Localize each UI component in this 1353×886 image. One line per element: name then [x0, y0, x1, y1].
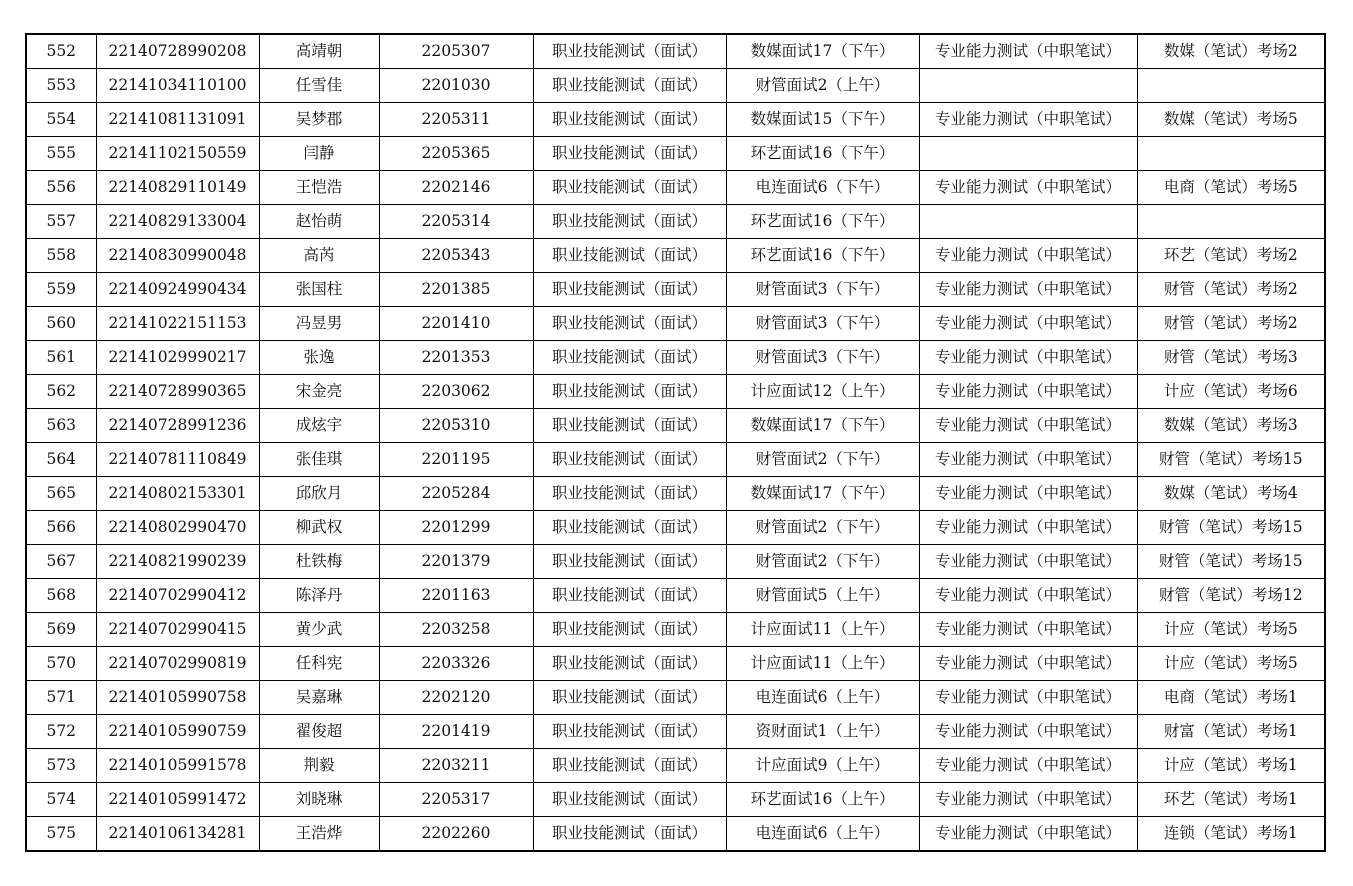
row-index-cell: 560 — [26, 307, 96, 341]
candidate-name-cell: 王恺浩 — [259, 171, 379, 205]
table-row — [26, 273, 1325, 307]
candidate-code-cell: 2201163 — [379, 579, 533, 613]
candidate-name-cell: 吴梦郡 — [259, 103, 379, 137]
interview-session-cell: 财管面试5（上午） — [726, 579, 919, 613]
written-exam-room-cell: 数媒（笔试）考场3 — [1137, 409, 1325, 443]
ticket-number-cell: 22140728991236 — [96, 409, 259, 443]
ticket-number-cell: 22140105991472 — [96, 783, 259, 817]
table-row — [26, 307, 1325, 341]
ability-test-cell: 专业能力测试（中职笔试） — [919, 171, 1137, 205]
ability-test-cell: 专业能力测试（中职笔试） — [919, 613, 1137, 647]
skill-test-cell: 职业技能测试（面试） — [533, 545, 726, 579]
candidate-name-cell: 闫静 — [259, 137, 379, 171]
row-index-cell: 573 — [26, 749, 96, 783]
interview-session-cell: 电连面试6（下午） — [726, 171, 919, 205]
written-exam-room-cell: 财管（笔试）考场15 — [1137, 443, 1325, 477]
written-exam-room-cell: 财富（笔试）考场1 — [1137, 715, 1325, 749]
candidate-code-cell: 2201410 — [379, 307, 533, 341]
interview-session-cell: 财管面试3（下午） — [726, 341, 919, 375]
candidate-code-cell: 2203062 — [379, 375, 533, 409]
ticket-number-cell: 22140830990048 — [96, 239, 259, 273]
row-index-cell: 572 — [26, 715, 96, 749]
candidate-name-cell: 张逸 — [259, 341, 379, 375]
written-exam-room-cell: 数媒（笔试）考场4 — [1137, 477, 1325, 511]
written-exam-room-cell: 环艺（笔试）考场1 — [1137, 783, 1325, 817]
ability-test-cell: 专业能力测试（中职笔试） — [919, 341, 1137, 375]
candidate-name-cell: 刘晓琳 — [259, 783, 379, 817]
candidate-code-cell: 2205314 — [379, 205, 533, 239]
row-index-cell: 568 — [26, 579, 96, 613]
written-exam-room-cell: 电商（笔试）考场5 — [1137, 171, 1325, 205]
table-row — [26, 171, 1325, 205]
skill-test-cell: 职业技能测试（面试） — [533, 613, 726, 647]
row-index-cell: 558 — [26, 239, 96, 273]
ability-test-cell: 专业能力测试（中职笔试） — [919, 579, 1137, 613]
ability-test-cell: 专业能力测试（中职笔试） — [919, 783, 1137, 817]
candidate-code-cell: 2201353 — [379, 341, 533, 375]
ticket-number-cell: 22140105990759 — [96, 715, 259, 749]
candidate-name-cell: 杜铁梅 — [259, 545, 379, 579]
exam-assignment-table — [25, 33, 1326, 852]
row-index-cell: 555 — [26, 137, 96, 171]
ability-test-cell: 专业能力测试（中职笔试） — [919, 817, 1137, 852]
ability-test-cell: 专业能力测试（中职笔试） — [919, 749, 1137, 783]
candidate-code-cell: 2203211 — [379, 749, 533, 783]
candidate-name-cell: 任雪佳 — [259, 69, 379, 103]
interview-session-cell: 计应面试11（上午） — [726, 613, 919, 647]
table-body — [26, 34, 1325, 851]
skill-test-cell: 职业技能测试（面试） — [533, 579, 726, 613]
written-exam-room-cell: 电商（笔试）考场1 — [1137, 681, 1325, 715]
written-exam-room-cell: 财管（笔试）考场2 — [1137, 273, 1325, 307]
candidate-code-cell: 2203326 — [379, 647, 533, 681]
skill-test-cell: 职业技能测试（面试） — [533, 409, 726, 443]
ticket-number-cell: 22140781110849 — [96, 443, 259, 477]
written-exam-room-cell: 环艺（笔试）考场2 — [1137, 239, 1325, 273]
skill-test-cell: 职业技能测试（面试） — [533, 273, 726, 307]
interview-session-cell: 财管面试3（下午） — [726, 307, 919, 341]
candidate-name-cell: 王浩烨 — [259, 817, 379, 852]
candidate-code-cell: 2201379 — [379, 545, 533, 579]
table-row — [26, 783, 1325, 817]
ticket-number-cell: 22140802990470 — [96, 511, 259, 545]
ability-test-cell: 专业能力测试（中职笔试） — [919, 239, 1137, 273]
row-index-cell: 575 — [26, 817, 96, 852]
written-exam-room-cell: 财管（笔试）考场12 — [1137, 579, 1325, 613]
ability-test-cell: 专业能力测试（中职笔试） — [919, 307, 1137, 341]
ticket-number-cell: 22140106134281 — [96, 817, 259, 852]
interview-session-cell: 环艺面试16（下午） — [726, 205, 919, 239]
ticket-number-cell: 22141081131091 — [96, 103, 259, 137]
interview-session-cell: 数媒面试17（下午） — [726, 34, 919, 69]
ability-test-cell: 专业能力测试（中职笔试） — [919, 409, 1137, 443]
interview-session-cell: 财管面试2（上午） — [726, 69, 919, 103]
candidate-code-cell: 2205284 — [379, 477, 533, 511]
interview-session-cell: 环艺面试16（下午） — [726, 239, 919, 273]
candidate-code-cell: 2201195 — [379, 443, 533, 477]
interview-session-cell: 财管面试2（下午） — [726, 545, 919, 579]
written-exam-room-cell: 数媒（笔试）考场2 — [1137, 34, 1325, 69]
ability-test-cell — [919, 137, 1137, 171]
ticket-number-cell: 22140702990819 — [96, 647, 259, 681]
ability-test-cell — [919, 205, 1137, 239]
candidate-code-cell: 2202146 — [379, 171, 533, 205]
ticket-number-cell: 22141102150559 — [96, 137, 259, 171]
written-exam-room-cell: 计应（笔试）考场6 — [1137, 375, 1325, 409]
table-row — [26, 545, 1325, 579]
row-index-cell: 556 — [26, 171, 96, 205]
written-exam-room-cell: 财管（笔试）考场3 — [1137, 341, 1325, 375]
candidate-name-cell: 邱欣月 — [259, 477, 379, 511]
interview-session-cell: 电连面试6（上午） — [726, 681, 919, 715]
ticket-number-cell: 22140105990758 — [96, 681, 259, 715]
skill-test-cell: 职业技能测试（面试） — [533, 205, 726, 239]
candidate-code-cell: 2205365 — [379, 137, 533, 171]
ability-test-cell: 专业能力测试（中职笔试） — [919, 273, 1137, 307]
ticket-number-cell: 22140829133004 — [96, 205, 259, 239]
candidate-code-cell: 2202260 — [379, 817, 533, 852]
skill-test-cell: 职业技能测试（面试） — [533, 69, 726, 103]
row-index-cell: 559 — [26, 273, 96, 307]
row-index-cell: 564 — [26, 443, 96, 477]
row-index-cell: 563 — [26, 409, 96, 443]
interview-session-cell: 数媒面试17（下午） — [726, 477, 919, 511]
interview-session-cell: 计应面试9（上午） — [726, 749, 919, 783]
candidate-name-cell: 高靖朝 — [259, 34, 379, 69]
table-row — [26, 613, 1325, 647]
table-row — [26, 375, 1325, 409]
ability-test-cell: 专业能力测试（中职笔试） — [919, 477, 1137, 511]
row-index-cell: 552 — [26, 34, 96, 69]
ticket-number-cell: 22141029990217 — [96, 341, 259, 375]
interview-session-cell: 环艺面试16（下午） — [726, 137, 919, 171]
row-index-cell: 562 — [26, 375, 96, 409]
interview-session-cell: 资财面试1（上午） — [726, 715, 919, 749]
candidate-code-cell: 2205311 — [379, 103, 533, 137]
row-index-cell: 553 — [26, 69, 96, 103]
ticket-number-cell: 22140702990415 — [96, 613, 259, 647]
candidate-code-cell: 2205307 — [379, 34, 533, 69]
ability-test-cell: 专业能力测试（中职笔试） — [919, 103, 1137, 137]
candidate-name-cell: 成炫宇 — [259, 409, 379, 443]
skill-test-cell: 职业技能测试（面试） — [533, 749, 726, 783]
candidate-name-cell: 荆毅 — [259, 749, 379, 783]
interview-session-cell: 财管面试2（下午） — [726, 511, 919, 545]
table-row — [26, 443, 1325, 477]
candidate-name-cell: 张佳琪 — [259, 443, 379, 477]
candidate-name-cell: 吴嘉琳 — [259, 681, 379, 715]
skill-test-cell: 职业技能测试（面试） — [533, 681, 726, 715]
interview-session-cell: 数媒面试17（下午） — [726, 409, 919, 443]
candidate-code-cell: 2202120 — [379, 681, 533, 715]
table-row — [26, 681, 1325, 715]
skill-test-cell: 职业技能测试（面试） — [533, 34, 726, 69]
skill-test-cell: 职业技能测试（面试） — [533, 239, 726, 273]
interview-session-cell: 电连面试6（上午） — [726, 817, 919, 852]
skill-test-cell: 职业技能测试（面试） — [533, 647, 726, 681]
candidate-code-cell: 2205317 — [379, 783, 533, 817]
table-row — [26, 749, 1325, 783]
interview-session-cell: 计应面试12（上午） — [726, 375, 919, 409]
candidate-name-cell: 冯昱男 — [259, 307, 379, 341]
candidate-name-cell: 翟俊超 — [259, 715, 379, 749]
written-exam-room-cell: 财管（笔试）考场15 — [1137, 511, 1325, 545]
row-index-cell: 567 — [26, 545, 96, 579]
row-index-cell: 570 — [26, 647, 96, 681]
written-exam-room-cell — [1137, 205, 1325, 239]
skill-test-cell: 职业技能测试（面试） — [533, 477, 726, 511]
written-exam-room-cell: 数媒（笔试）考场5 — [1137, 103, 1325, 137]
candidate-code-cell: 2203258 — [379, 613, 533, 647]
skill-test-cell: 职业技能测试（面试） — [533, 817, 726, 852]
ability-test-cell: 专业能力测试（中职笔试） — [919, 715, 1137, 749]
row-index-cell: 565 — [26, 477, 96, 511]
ticket-number-cell: 22141034110100 — [96, 69, 259, 103]
ticket-number-cell: 22140802153301 — [96, 477, 259, 511]
candidate-name-cell: 任科宪 — [259, 647, 379, 681]
interview-session-cell: 计应面试11（上午） — [726, 647, 919, 681]
candidate-code-cell: 2205310 — [379, 409, 533, 443]
table-row — [26, 103, 1325, 137]
ability-test-cell: 专业能力测试（中职笔试） — [919, 375, 1137, 409]
table-row — [26, 137, 1325, 171]
table-row — [26, 817, 1325, 852]
candidate-name-cell: 柳武权 — [259, 511, 379, 545]
table-row — [26, 715, 1325, 749]
ticket-number-cell: 22141022151153 — [96, 307, 259, 341]
ability-test-cell: 专业能力测试（中职笔试） — [919, 511, 1137, 545]
written-exam-room-cell: 财管（笔试）考场2 — [1137, 307, 1325, 341]
written-exam-room-cell: 财管（笔试）考场15 — [1137, 545, 1325, 579]
ability-test-cell: 专业能力测试（中职笔试） — [919, 34, 1137, 69]
candidate-name-cell: 高芮 — [259, 239, 379, 273]
table-row — [26, 409, 1325, 443]
row-index-cell: 566 — [26, 511, 96, 545]
row-index-cell: 574 — [26, 783, 96, 817]
row-index-cell: 557 — [26, 205, 96, 239]
skill-test-cell: 职业技能测试（面试） — [533, 171, 726, 205]
interview-session-cell: 财管面试2（下午） — [726, 443, 919, 477]
table-row — [26, 34, 1325, 69]
interview-session-cell: 财管面试3（下午） — [726, 273, 919, 307]
candidate-code-cell: 2201419 — [379, 715, 533, 749]
table-row — [26, 647, 1325, 681]
ticket-number-cell: 22140821990239 — [96, 545, 259, 579]
ability-test-cell: 专业能力测试（中职笔试） — [919, 647, 1137, 681]
written-exam-room-cell: 计应（笔试）考场1 — [1137, 749, 1325, 783]
interview-session-cell: 数媒面试15（下午） — [726, 103, 919, 137]
skill-test-cell: 职业技能测试（面试） — [533, 137, 726, 171]
candidate-name-cell: 张国柱 — [259, 273, 379, 307]
skill-test-cell: 职业技能测试（面试） — [533, 375, 726, 409]
ticket-number-cell: 22140702990412 — [96, 579, 259, 613]
skill-test-cell: 职业技能测试（面试） — [533, 715, 726, 749]
ability-test-cell: 专业能力测试（中职笔试） — [919, 681, 1137, 715]
table-row — [26, 69, 1325, 103]
row-index-cell: 554 — [26, 103, 96, 137]
candidate-code-cell: 2201030 — [379, 69, 533, 103]
skill-test-cell: 职业技能测试（面试） — [533, 307, 726, 341]
interview-session-cell: 环艺面试16（上午） — [726, 783, 919, 817]
written-exam-room-cell — [1137, 69, 1325, 103]
table-row — [26, 205, 1325, 239]
ticket-number-cell: 22140105991578 — [96, 749, 259, 783]
ticket-number-cell: 22140728990365 — [96, 375, 259, 409]
table-row — [26, 511, 1325, 545]
ability-test-cell: 专业能力测试（中职笔试） — [919, 443, 1137, 477]
table-row — [26, 477, 1325, 511]
skill-test-cell: 职业技能测试（面试） — [533, 341, 726, 375]
candidate-name-cell: 黄少武 — [259, 613, 379, 647]
written-exam-room-cell: 计应（笔试）考场5 — [1137, 613, 1325, 647]
written-exam-room-cell: 计应（笔试）考场5 — [1137, 647, 1325, 681]
candidate-code-cell: 2205343 — [379, 239, 533, 273]
written-exam-room-cell — [1137, 137, 1325, 171]
skill-test-cell: 职业技能测试（面试） — [533, 443, 726, 477]
table-row — [26, 239, 1325, 273]
candidate-name-cell: 宋金亮 — [259, 375, 379, 409]
skill-test-cell: 职业技能测试（面试） — [533, 783, 726, 817]
row-index-cell: 569 — [26, 613, 96, 647]
table-row — [26, 579, 1325, 613]
candidate-code-cell: 2201385 — [379, 273, 533, 307]
table-row — [26, 341, 1325, 375]
ability-test-cell: 专业能力测试（中职笔试） — [919, 545, 1137, 579]
ticket-number-cell: 22140924990434 — [96, 273, 259, 307]
row-index-cell: 561 — [26, 341, 96, 375]
skill-test-cell: 职业技能测试（面试） — [533, 511, 726, 545]
candidate-name-cell: 陈泽丹 — [259, 579, 379, 613]
row-index-cell: 571 — [26, 681, 96, 715]
ability-test-cell — [919, 69, 1137, 103]
written-exam-room-cell: 连锁（笔试）考场1 — [1137, 817, 1325, 852]
ticket-number-cell: 22140728990208 — [96, 34, 259, 69]
candidate-code-cell: 2201299 — [379, 511, 533, 545]
ticket-number-cell: 22140829110149 — [96, 171, 259, 205]
candidate-name-cell: 赵怡萌 — [259, 205, 379, 239]
skill-test-cell: 职业技能测试（面试） — [533, 103, 726, 137]
